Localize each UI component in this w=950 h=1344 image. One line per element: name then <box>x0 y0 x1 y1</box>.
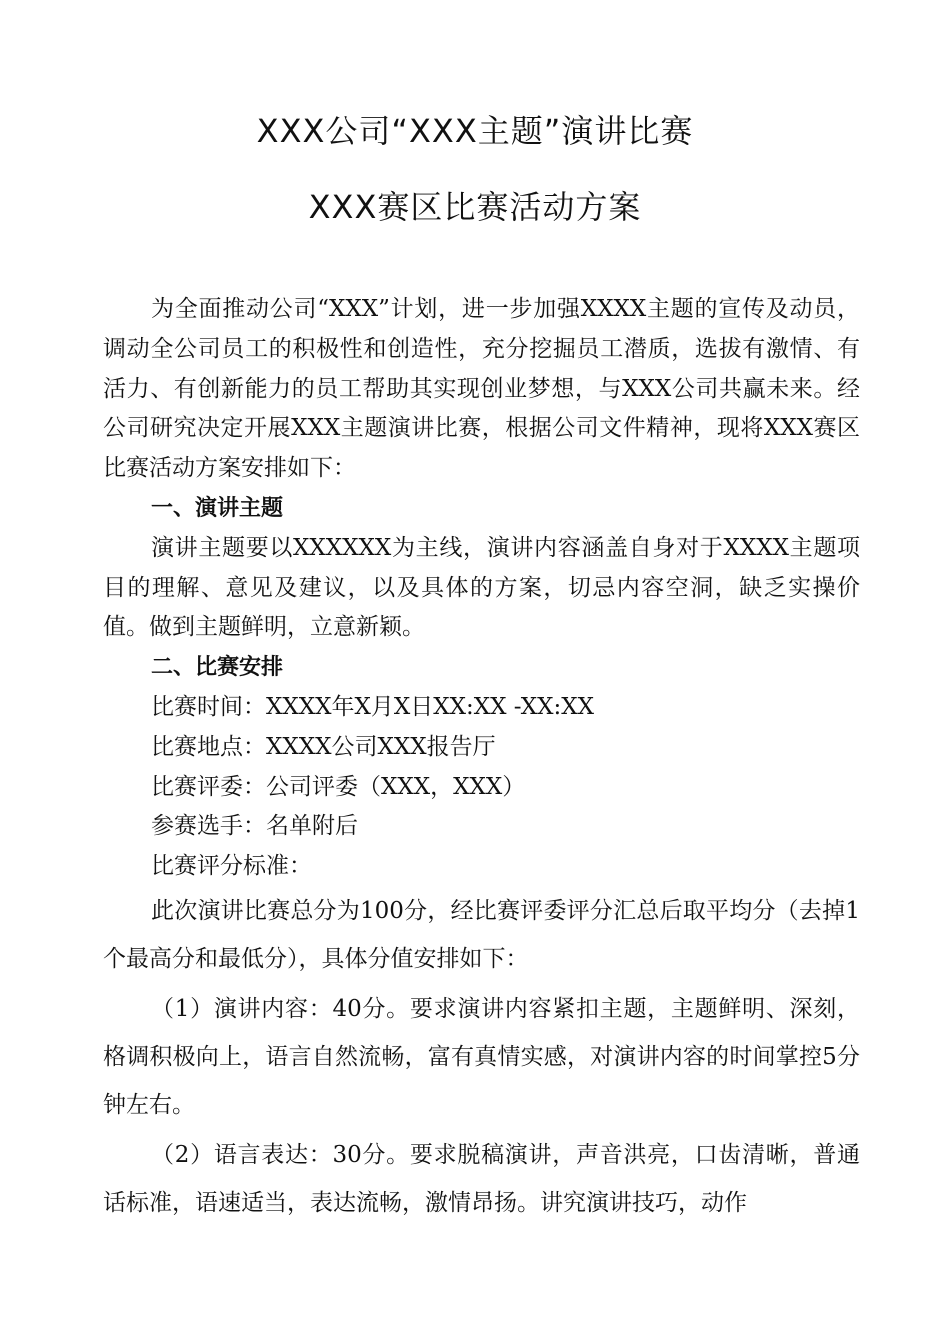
contest-time: 比赛时间：XXXX年X月X日XX:XX -XX:XX <box>151 693 594 720</box>
contest-contestants: 参赛选手：名单附后 <box>151 813 358 840</box>
section2-heading: 二、比赛安排 <box>151 655 284 681</box>
document-title-line1: XXX公司“XXX主题”演讲比赛 <box>256 112 694 150</box>
scoring-item-2: （2）语言表达：30分。要求脱稿演讲，声音洪亮，口齿清晰，普通话标准，语速适当，表达流畅，激情昂扬。讲究演讲技巧，动作 <box>103 1141 860 1216</box>
section1-text: 演讲主题要以XXXXXX为主线，演讲内容涵盖自身对于XXXX主题项目的理解、意见及建议，以及具体的方案，切忌内容空洞，缺乏实操价值。做到主题鲜明，立意新颖。 <box>103 534 860 641</box>
contest-judges: 比赛评委：公司评委（XXX，XXX） <box>151 773 526 800</box>
scoring-item-1: （1）演讲内容：40分。要求演讲内容紧扣主题，主题鲜明、深刻，格调积极向上，语言自然流畅，富有真情实感，对演讲内容的时间掌控5分钟左右。 <box>103 995 860 1118</box>
scoring-paragraph: 此次演讲比赛总分为100分，经比赛评委评分汇总后取平均分（去掉1个最高分和最低分），具体分值安排如下： <box>103 897 860 972</box>
intro-paragraph: 为全面推动公司“XXX”计划，进一步加强XXXX主题的宣传及动员，调动全公司员工的积极性和创造性，充分挖掘员工潜质，选拔有激情、有活力、有创新能力的员工帮助其实现创业梦想，与XXX公司共赢未来。经公司研究决定开展XXX主题演讲比赛，根据公司文件精神，现将XXX赛区比赛活动方案安排如下： <box>103 296 860 482</box>
contest-place: 比赛地点：XXXX公司XXX报告厅 <box>151 733 496 760</box>
document-body <box>103 290 860 1227</box>
document-title-line2: XXX赛区比赛活动方案 <box>308 188 642 226</box>
criteria-label: 比赛评分标准： <box>151 853 312 880</box>
section1-heading: 一、演讲主题 <box>151 495 284 521</box>
